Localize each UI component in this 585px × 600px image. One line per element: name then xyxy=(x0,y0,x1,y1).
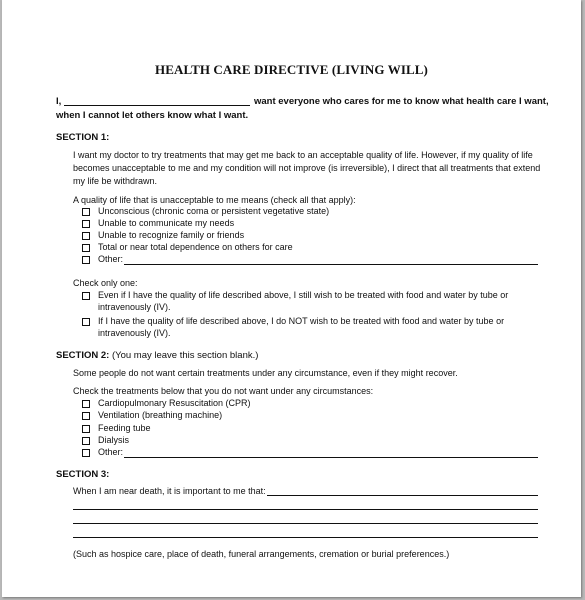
food-water-no-line2: intravenously (IV). xyxy=(98,328,171,338)
option-cpr: Cardiopulmonary Resuscitation (CPR) xyxy=(98,398,251,408)
checkbox-other-1[interactable] xyxy=(82,256,90,264)
checkbox-ventilation[interactable] xyxy=(82,412,90,420)
option-other-1: Other: xyxy=(98,254,124,264)
option-unconscious: Unconscious (chronic coma or persistent vegetative state) xyxy=(98,206,330,216)
section3-footer: (Such as hospice care, place of death, funeral arrangements, cremation or burial preferences.) xyxy=(73,549,450,559)
section3-field-line-3[interactable] xyxy=(73,523,538,524)
check-one-label: Check only one: xyxy=(73,278,138,288)
section3-field-line-4[interactable] xyxy=(73,537,538,538)
other-2-field-line[interactable] xyxy=(124,457,538,458)
section3-prompt: When I am near death, it is important to me that: xyxy=(73,486,266,496)
section3-heading: SECTION 3: xyxy=(56,469,110,480)
intro-prefix: I, xyxy=(56,96,62,107)
option-dependence: Total or near total dependence on others for care xyxy=(98,242,293,252)
checkbox-unconscious[interactable] xyxy=(82,208,90,216)
option-other-2: Other: xyxy=(98,447,124,457)
checkbox-food-water-yes[interactable] xyxy=(82,292,90,300)
food-water-no-line1: If I have the quality of life described above, I do NOT wish to be treated with food and water by tube or xyxy=(98,316,505,326)
other-1-field-line[interactable] xyxy=(124,264,538,265)
section2-heading: SECTION 2: xyxy=(56,350,110,361)
food-water-yes-line2: intravenously (IV). xyxy=(98,302,171,312)
section1-para-line1: I want my doctor to try treatments that may get me back to an acceptable quality of life. However, if my quality of life xyxy=(73,150,533,160)
checkbox-unable-communicate[interactable] xyxy=(82,220,90,228)
checkbox-dialysis[interactable] xyxy=(82,437,90,445)
section1-para-line2: becomes unacceptable to me and my condition will not improve (is irreversible), I direct that all treatments that extend xyxy=(73,163,541,173)
checkbox-other-2[interactable] xyxy=(82,449,90,457)
section1-heading: SECTION 1: xyxy=(56,132,110,143)
section3-field-line-2[interactable] xyxy=(73,509,538,510)
option-feeding-tube: Feeding tube xyxy=(98,423,151,433)
section1-para-line3: my life be withdrawn. xyxy=(73,176,158,186)
section3-field-line-1[interactable] xyxy=(267,495,538,496)
section2-prompt: Check the treatments below that you do not want under any circumstances: xyxy=(73,386,374,396)
section2-para: Some people do not want certain treatments under any circumstance, even if they might recover. xyxy=(73,368,458,378)
checkbox-unable-recognize[interactable] xyxy=(82,232,90,240)
intro-line2: when I cannot let others know what I want. xyxy=(56,110,249,121)
option-ventilation: Ventilation (breathing machine) xyxy=(98,410,223,420)
option-unable-communicate: Unable to communicate my needs xyxy=(98,218,235,228)
checkbox-dependence[interactable] xyxy=(82,244,90,252)
section2-note: (You may leave this section blank.) xyxy=(109,350,259,361)
intro-line1: want everyone who cares for me to know what health care I want, xyxy=(254,96,549,107)
document-title: HEALTH CARE DIRECTIVE (LIVING WILL) xyxy=(155,62,428,77)
checkbox-feeding-tube[interactable] xyxy=(82,425,90,433)
food-water-yes-line1: Even if I have the quality of life described above, I still wish to be treated with food and water by tube or xyxy=(98,290,509,300)
document-page xyxy=(2,0,581,597)
option-unable-recognize: Unable to recognize family or friends xyxy=(98,230,245,240)
section2-heading-row xyxy=(56,350,258,361)
option-dialysis: Dialysis xyxy=(98,435,130,445)
checkbox-cpr[interactable] xyxy=(82,400,90,408)
quality-prompt: A quality of life that is unacceptable to me means (check all that apply): xyxy=(73,195,356,205)
name-field-line[interactable] xyxy=(64,105,250,106)
checkbox-food-water-no[interactable] xyxy=(82,318,90,326)
